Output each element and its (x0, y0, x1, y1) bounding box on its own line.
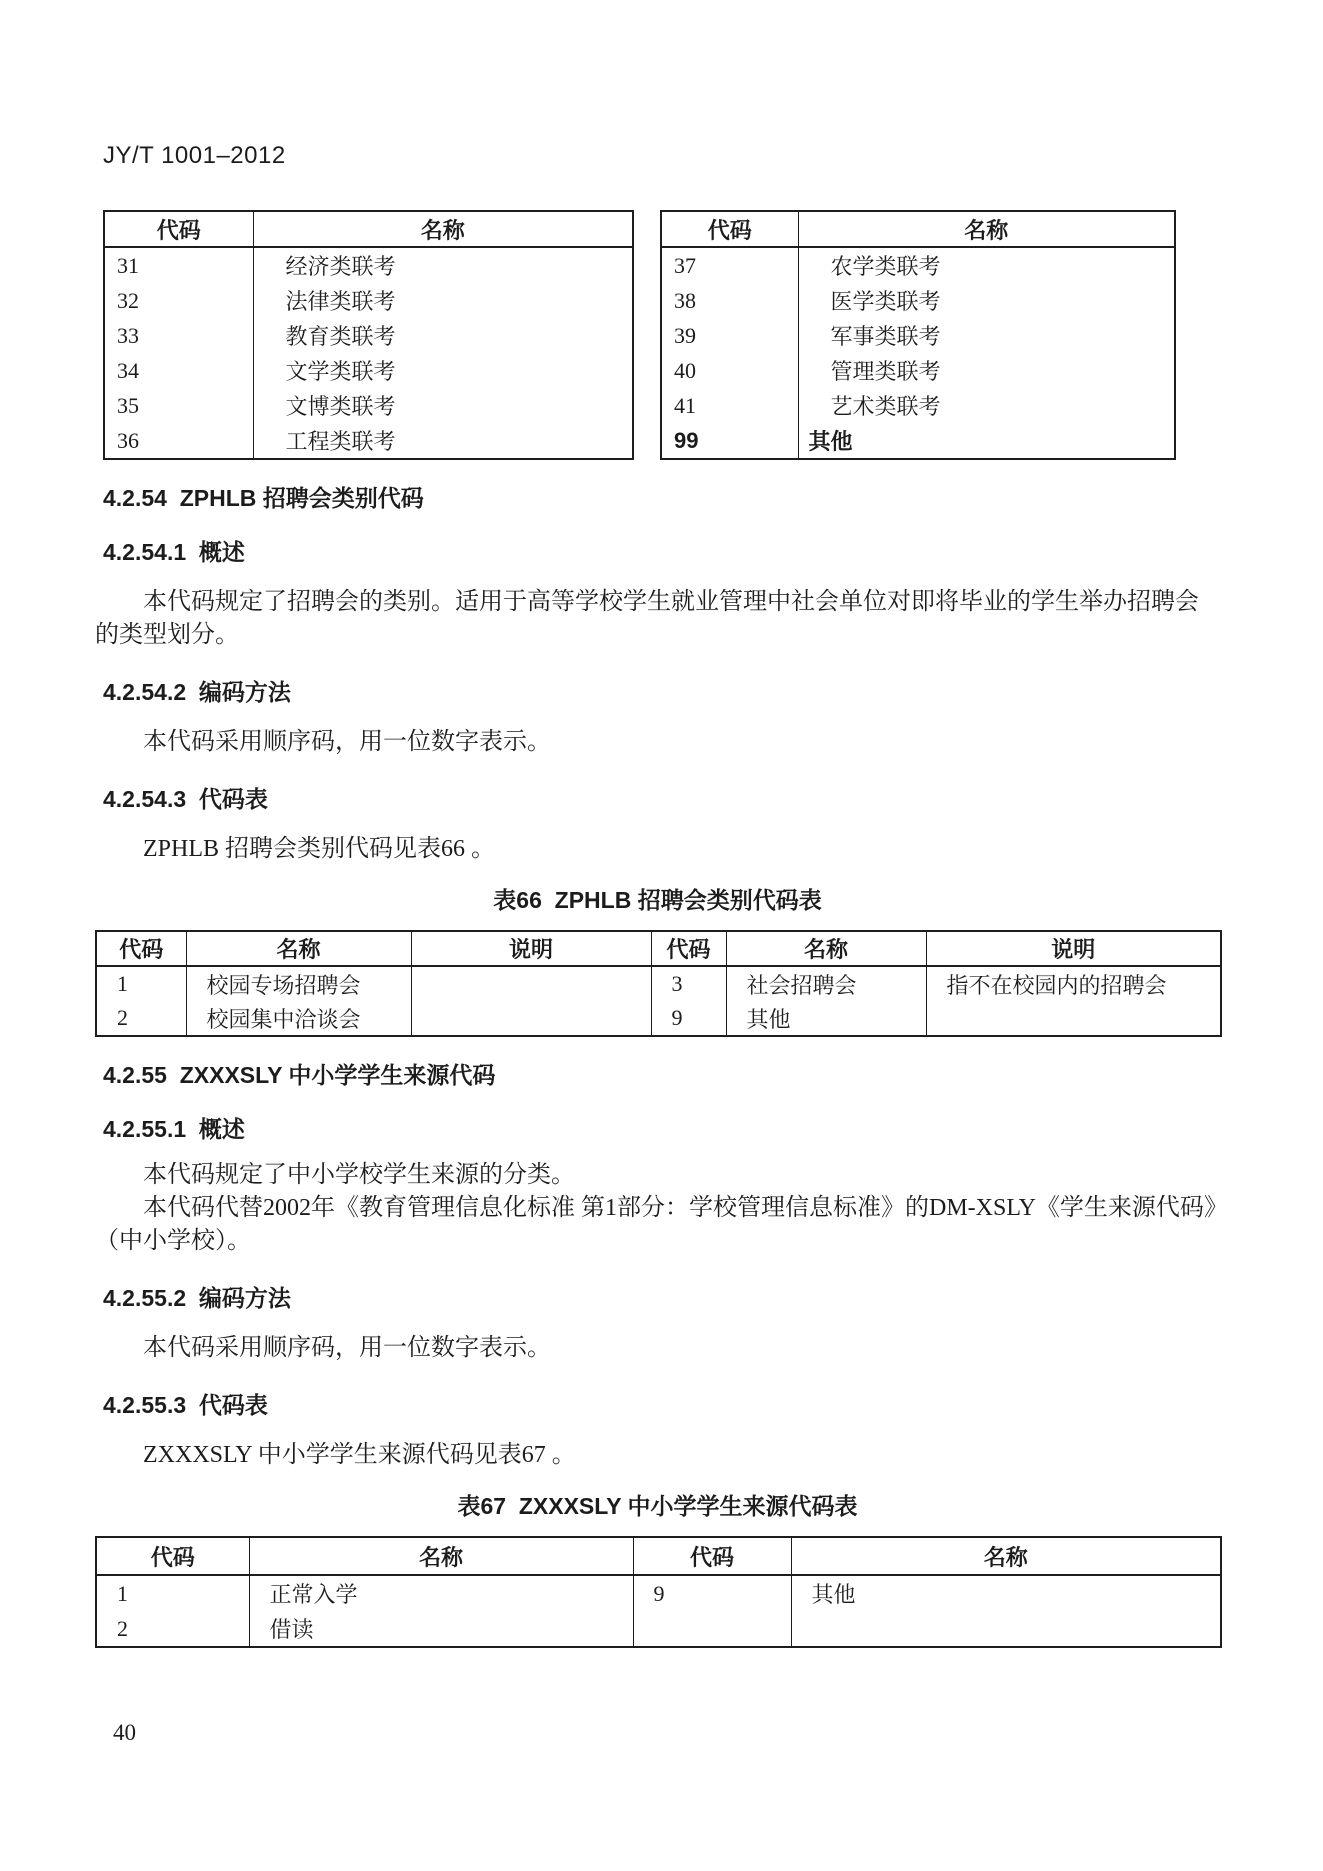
code-cell: 1 (96, 966, 186, 1001)
code-cell: 32 (104, 283, 253, 318)
code-cell: 37 (661, 247, 798, 283)
name-cell: 借读 (249, 1611, 633, 1647)
name-cell: 社会招聘会 (726, 966, 926, 1001)
subsection-heading-4-2-55-2: 4.2.55.2 编码方法 (103, 1285, 291, 1311)
name-cell: 教育类联考 (253, 318, 633, 353)
name-cell: 文博类联考 (253, 388, 633, 423)
name-cell: 艺术类联考 (798, 388, 1175, 423)
table-67 (95, 1536, 1222, 1648)
code-cell: 3 (651, 966, 726, 1001)
column-header-code: 代码 (96, 1537, 249, 1575)
subsection-heading-4-2-55-3: 4.2.55.3 代码表 (103, 1392, 268, 1418)
name-cell: 管理类联考 (798, 353, 1175, 388)
table-row (661, 318, 1175, 353)
column-header-name: 名称 (253, 211, 633, 247)
name-cell: 经济类联考 (253, 247, 633, 283)
name-cell: 正常入学 (249, 1575, 633, 1611)
codetable-reference-paragraph: ZPHLB 招聘会类别代码见表66 。 (143, 836, 496, 862)
name-cell: 工程类联考 (253, 423, 633, 459)
subsection-heading-4-2-54-2: 4.2.54.2 编码方法 (103, 679, 291, 705)
codetable-reference-paragraph: ZXXXSLY 中小学学生来源代码见表67 。 (143, 1442, 576, 1468)
column-header-name: 名称 (791, 1537, 1221, 1575)
code-cell: 41 (661, 388, 798, 423)
table-header-row (661, 211, 1175, 247)
code-cell: 9 (633, 1575, 791, 1611)
code-cell: 40 (661, 353, 798, 388)
column-header-note: 说明 (926, 931, 1221, 966)
subsection-heading-4-2-55-1: 4.2.55.1 概述 (103, 1116, 245, 1142)
table-row (96, 966, 1221, 1001)
code-cell: 39 (661, 318, 798, 353)
column-header-code: 代码 (651, 931, 726, 966)
method-paragraph: 本代码采用顺序码，用一位数字表示。 (143, 1335, 551, 1361)
name-cell: 文学类联考 (253, 353, 633, 388)
overview-paragraph: 本代码规定了招聘会的类别。适用于高等学校学生就业管理中社会单位对即将毕业的学生举办招聘会的类型划分。 (95, 589, 1199, 648)
section-heading-4-2-54: 4.2.54 ZPHLB 招聘会类别代码 (103, 485, 424, 511)
table-66-caption: 表66 ZPHLB 招聘会类别代码表 (493, 887, 822, 913)
exam-code-table-left (103, 210, 634, 460)
column-header-code: 代码 (96, 931, 186, 966)
name-cell: 校园集中洽谈会 (186, 1001, 411, 1036)
code-cell: 34 (104, 353, 253, 388)
table-row (661, 283, 1175, 318)
column-header-name: 名称 (726, 931, 926, 966)
code-cell: 99 (661, 423, 798, 459)
subsection-heading-4-2-54-3: 4.2.54.3 代码表 (103, 786, 268, 812)
column-header-code: 代码 (661, 211, 798, 247)
section-heading-4-2-55: 4.2.55 ZXXXSLY 中小学学生来源代码 (103, 1062, 496, 1088)
note-cell (411, 966, 651, 1001)
table-row (96, 1611, 1221, 1647)
column-header-note: 说明 (411, 931, 651, 966)
subsection-heading-4-2-54-1: 4.2.54.1 概述 (103, 539, 245, 565)
overview-paragraph: 本代码规定了中小学校学生来源的分类。 (143, 1162, 575, 1188)
table-row (104, 353, 633, 388)
table-row (661, 388, 1175, 423)
method-paragraph: 本代码采用顺序码，用一位数字表示。 (143, 729, 551, 755)
name-cell (791, 1611, 1221, 1647)
name-cell: 医学类联考 (798, 283, 1175, 318)
page-number: 40 (113, 1720, 136, 1745)
column-header-code: 代码 (633, 1537, 791, 1575)
table-row-other (661, 423, 1175, 459)
table-row (661, 353, 1175, 388)
name-cell: 军事类联考 (798, 318, 1175, 353)
exam-code-table-right (660, 210, 1176, 460)
column-header-name: 名称 (798, 211, 1175, 247)
code-cell (633, 1611, 791, 1647)
table-row (96, 1001, 1221, 1036)
code-cell: 31 (104, 247, 253, 283)
table-row (661, 247, 1175, 283)
code-cell: 35 (104, 388, 253, 423)
note-cell (926, 1001, 1221, 1036)
table-row (104, 247, 633, 283)
table-66 (95, 930, 1222, 1037)
table-header-row (96, 931, 1221, 966)
table-row (104, 318, 633, 353)
column-header-code: 代码 (104, 211, 253, 247)
note-cell: 指不在校园内的招聘会 (926, 966, 1221, 1001)
name-cell: 其他 (798, 423, 1175, 459)
note-cell (411, 1001, 651, 1036)
column-header-name: 名称 (249, 1537, 633, 1575)
table-row (104, 423, 633, 459)
exam-category-code-tables (103, 210, 1220, 460)
code-cell: 9 (651, 1001, 726, 1036)
name-cell: 其他 (726, 1001, 926, 1036)
code-cell: 2 (96, 1001, 186, 1036)
overview-paragraph: 本代码代替2002年《教育管理信息化标准 第1部分：学校管理信息标准》的DM-XSLY《学生来源代码》（中小学校）。 (95, 1195, 1216, 1254)
code-cell: 2 (96, 1611, 249, 1647)
table-row (104, 388, 633, 423)
name-cell: 其他 (791, 1575, 1221, 1611)
table-67-caption: 表67 ZXXXSLY 中小学学生来源代码表 (457, 1493, 858, 1519)
table-header-row (96, 1537, 1221, 1575)
name-cell: 法律类联考 (253, 283, 633, 318)
code-cell: 38 (661, 283, 798, 318)
code-cell: 36 (104, 423, 253, 459)
table-header-row (104, 211, 633, 247)
table-row (96, 1575, 1221, 1611)
code-cell: 1 (96, 1575, 249, 1611)
code-cell: 33 (104, 318, 253, 353)
standard-number: JY/T 1001–2012 (103, 142, 286, 169)
table-row (104, 283, 633, 318)
column-header-name: 名称 (186, 931, 411, 966)
name-cell: 校园专场招聘会 (186, 966, 411, 1001)
name-cell: 农学类联考 (798, 247, 1175, 283)
